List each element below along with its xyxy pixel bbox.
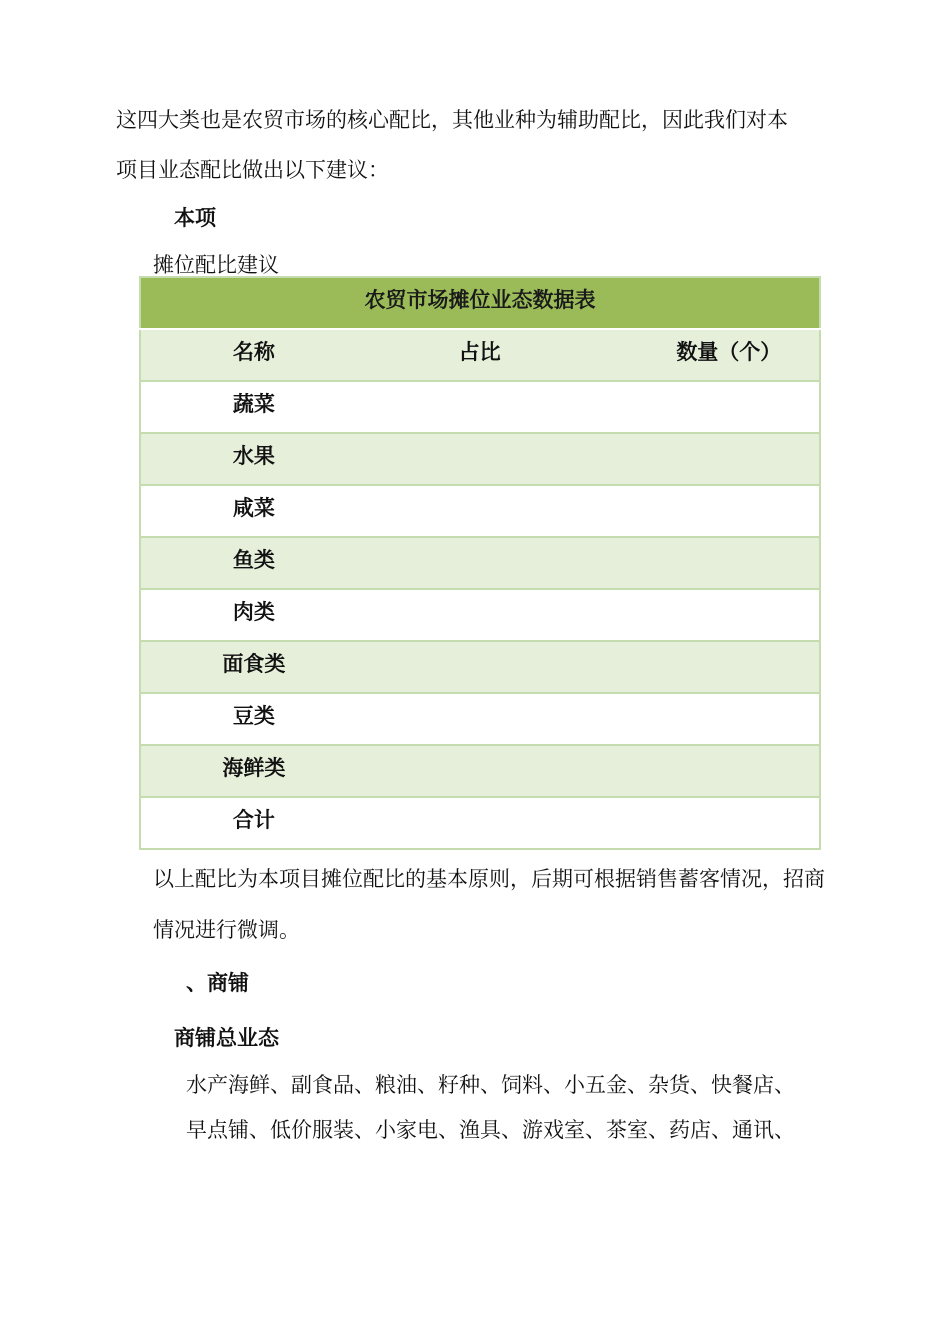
row-name: 海鲜类: [140, 745, 367, 797]
row-name: 合计: [140, 797, 367, 849]
intro-line-1: 这四大类也是农贸市场的核心配比，其他业种为辅助配比，因此我们对本: [116, 108, 788, 132]
table-row: [140, 485, 820, 537]
row-count: [593, 537, 820, 589]
stall-format-table: [139, 276, 821, 850]
section-heading: 本项: [174, 206, 216, 230]
row-name: 豆类: [140, 693, 367, 745]
row-ratio: [367, 433, 594, 485]
table-caption: 摊位配比建议: [153, 253, 279, 277]
row-count: [593, 381, 820, 433]
row-ratio: [367, 589, 594, 641]
table-row: [140, 641, 820, 693]
row-ratio: [367, 693, 594, 745]
table-row: [140, 797, 820, 849]
row-name: 鱼类: [140, 537, 367, 589]
row-count: [593, 433, 820, 485]
table-title: 农贸市场摊位业态数据表: [140, 277, 820, 329]
table-row: [140, 693, 820, 745]
row-name: 肉类: [140, 589, 367, 641]
table-row: [140, 589, 820, 641]
row-name: 水果: [140, 433, 367, 485]
shop-types-line-1: 水产海鲜、副食品、粮油、籽种、饲料、小五金、杂货、快餐店、: [186, 1073, 795, 1097]
header-count: 数量（个）: [593, 329, 820, 381]
row-ratio: [367, 537, 594, 589]
row-count: [593, 485, 820, 537]
row-count: [593, 797, 820, 849]
row-name: 面食类: [140, 641, 367, 693]
shop-types-line-2: 早点铺、低价服装、小家电、渔具、游戏室、茶室、药店、通讯、: [186, 1118, 795, 1142]
table-header-row: [140, 329, 820, 381]
row-ratio: [367, 485, 594, 537]
row-count: [593, 641, 820, 693]
row-name: 咸菜: [140, 485, 367, 537]
header-ratio: 占比: [367, 329, 594, 381]
shops-heading: 、商铺: [186, 971, 249, 995]
table-row: [140, 745, 820, 797]
row-ratio: [367, 745, 594, 797]
row-ratio: [367, 641, 594, 693]
row-count: [593, 693, 820, 745]
note-line-1: 以上配比为本项目摊位配比的基本原则，后期可根据销售蓄客情况，招商: [153, 867, 825, 891]
row-ratio: [367, 797, 594, 849]
table-title-row: [140, 277, 820, 329]
row-ratio: [367, 381, 594, 433]
note-line-2: 情况进行微调。: [153, 918, 300, 942]
row-name: 蔬菜: [140, 381, 367, 433]
intro-line-2: 项目业态配比做出以下建议：: [116, 158, 389, 182]
shops-subheading: 商铺总业态: [174, 1026, 279, 1050]
header-name: 名称: [140, 329, 367, 381]
row-count: [593, 745, 820, 797]
table-row: [140, 381, 820, 433]
table-row: [140, 537, 820, 589]
table-row: [140, 433, 820, 485]
row-count: [593, 589, 820, 641]
